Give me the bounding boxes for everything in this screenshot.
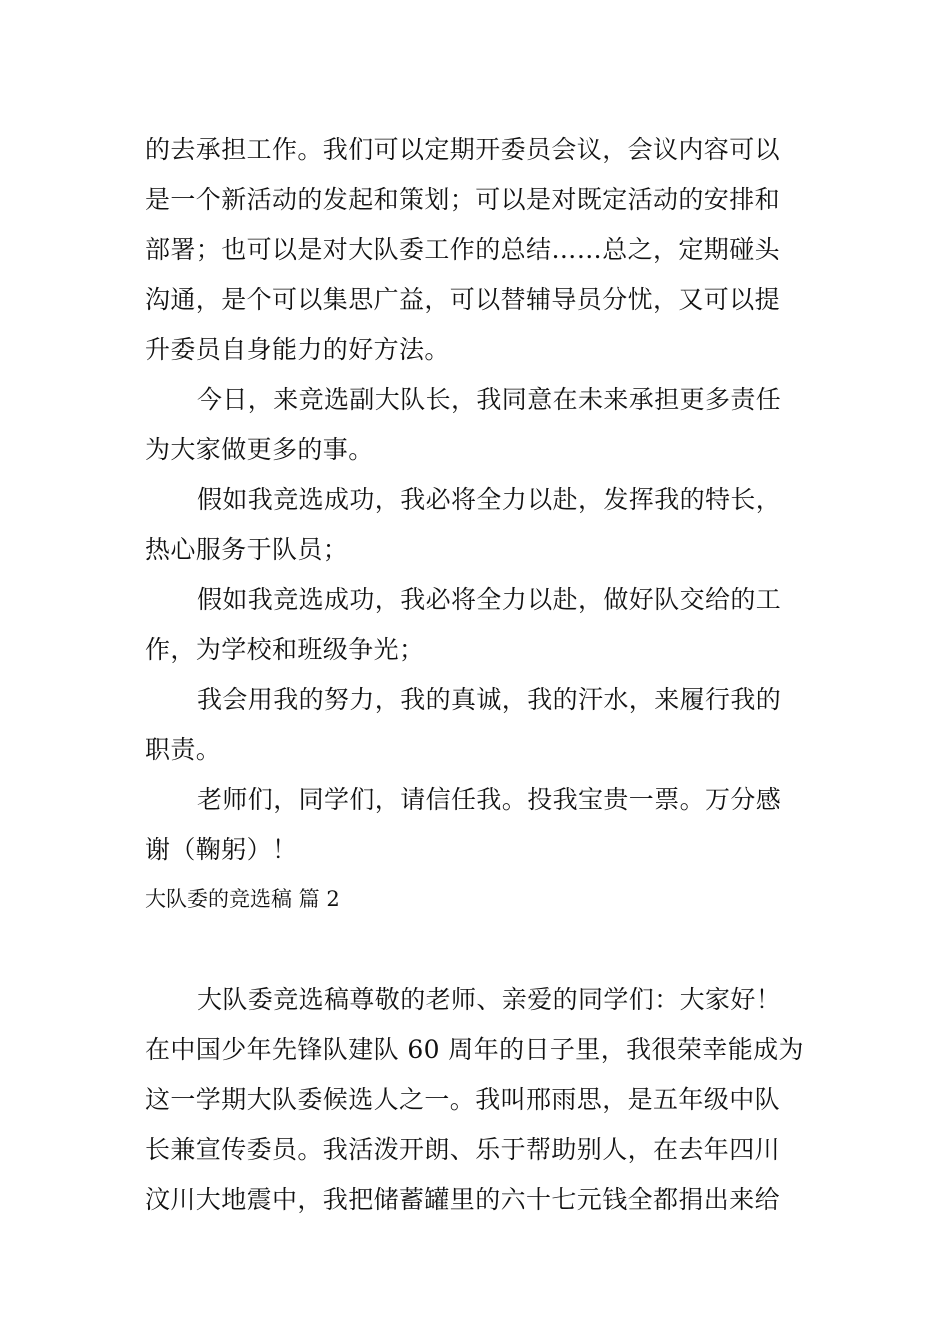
text-line: 为大家做更多的事。 <box>145 435 374 464</box>
text-line: 热心服务于队员； <box>145 535 349 564</box>
text-line: 谢（鞠躬）！ <box>145 835 298 864</box>
text-line: 升委员自身能力的好方法。 <box>145 335 450 364</box>
text-line: 长兼宣传委员。我活泼开朗、乐于帮助别人，在去年四川 <box>145 1135 781 1164</box>
paragraph-start-line: 老师们，同学们，请信任我。投我宝贵一票。万分感 <box>197 785 782 814</box>
text-line: 部署；也可以是对大队委工作的总结……总之，定期碰头 <box>145 235 781 264</box>
text-line: 汶川大地震中，我把储蓄罐里的六十七元钱全都捐出来给 <box>145 1185 781 1214</box>
paragraph-start-line: 我会用我的努力，我的真诚，我的汗水，来履行我的 <box>197 685 782 714</box>
paragraph-start-line: 假如我竞选成功，我必将全力以赴，做好队交给的工 <box>197 585 782 614</box>
text-line: 在中国少年先锋队建队 60 周年的日子里，我很荣幸能成为 <box>145 1035 804 1064</box>
paragraph-start-line: 假如我竞选成功，我必将全力以赴，发挥我的特长， <box>197 485 782 514</box>
text-line: 是一个新活动的发起和策划；可以是对既定活动的安排和 <box>145 185 781 214</box>
paragraph-start-line: 大队委竞选稿尊敬的老师、亲爱的同学们：大家好！ <box>197 985 782 1014</box>
text-line: 这一学期大队委候选人之一。我叫邢雨思，是五年级中队 <box>145 1085 781 1114</box>
text-line: 的去承担工作。我们可以定期开委员会议，会议内容可以 <box>145 135 781 164</box>
text-line: 职责。 <box>145 735 222 764</box>
paragraph-start-line: 今日，来竞选副大队长，我同意在未来承担更多责任 <box>197 385 782 414</box>
text-line: 作，为学校和班级争光； <box>145 635 425 664</box>
text-line: 沟通，是个可以集思广益，可以替辅导员分忧，又可以提 <box>145 285 781 314</box>
section-heading: 大队委的竞选稿 篇 2 <box>145 887 340 911</box>
